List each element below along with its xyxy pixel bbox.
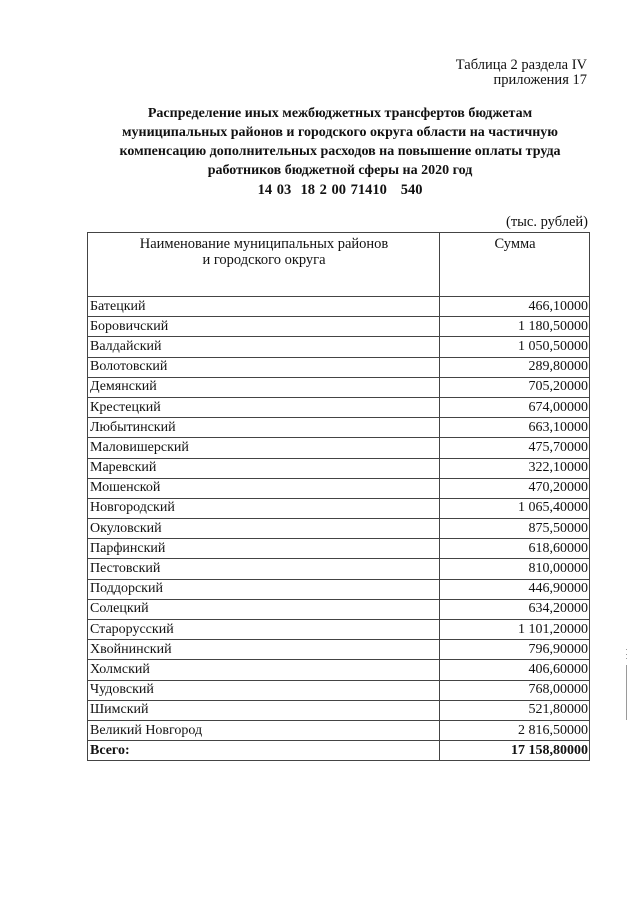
table-row [88, 357, 590, 377]
municipality-name: Демянский [88, 377, 440, 397]
table-row [88, 579, 590, 599]
sum-value: 1 180,50000 [440, 317, 590, 337]
table-row [88, 317, 590, 337]
title-line-1: Распределение иных межбюджетных трансфертов бюджетам [147, 106, 533, 121]
table-row [88, 660, 590, 680]
sum-value: 1 065,40000 [440, 498, 590, 518]
sum-value: 768,00000 [440, 680, 590, 700]
document-title [90, 104, 590, 180]
municipality-name: Чудовский [88, 680, 440, 700]
municipality-name: Холмский [88, 660, 440, 680]
title-line-2: муниципальных районов и городского округа области на частичную [122, 125, 558, 140]
table-row [88, 680, 590, 700]
table-row [88, 559, 590, 579]
total-label: Всего: [88, 741, 440, 761]
header-sum: Сумма [440, 233, 590, 297]
caption-line-2: приложения 17 [493, 72, 587, 88]
sum-value: 796,90000 [440, 640, 590, 660]
sum-value: 663,10000 [440, 418, 590, 438]
transfers-table [87, 232, 590, 761]
sum-value: 466,10000 [440, 297, 590, 317]
table-header-row [88, 233, 590, 297]
table-caption [456, 58, 587, 88]
municipality-name: Боровичский [88, 317, 440, 337]
municipality-name: Парфинский [88, 539, 440, 559]
title-line-4: работников бюджетной сферы на 2020 год [207, 163, 473, 178]
table-row [88, 640, 590, 660]
municipality-name: Окуловский [88, 519, 440, 539]
sum-value: 470,20000 [440, 478, 590, 498]
sum-value: 875,50000 [440, 519, 590, 539]
caption-line-1: Таблица 2 раздела IV [455, 57, 587, 73]
scan-artifact [626, 649, 627, 650]
sum-value: 2 816,50000 [440, 720, 590, 740]
total-row [88, 741, 590, 761]
table-row [88, 539, 590, 559]
sum-value: 674,00000 [440, 397, 590, 417]
scan-artifact [626, 658, 627, 659]
municipality-name: Поддорский [88, 579, 440, 599]
municipality-name: Батецкий [88, 297, 440, 317]
municipality-name: Старорусский [88, 620, 440, 640]
municipality-name: Шимский [88, 700, 440, 720]
table-row [88, 458, 590, 478]
table-row [88, 498, 590, 518]
sum-value: 1 050,50000 [440, 337, 590, 357]
municipality-name: Солецкий [88, 599, 440, 619]
table-row [88, 418, 590, 438]
table-row [88, 599, 590, 619]
municipality-name: Крестецкий [88, 397, 440, 417]
header-municipality: Наименование муниципальных районов и городского округа [88, 233, 440, 297]
total-value: 17 158,80000 [440, 741, 590, 761]
municipality-name: Любытинский [88, 418, 440, 438]
sum-value: 322,10000 [440, 458, 590, 478]
sum-value: 406,60000 [440, 660, 590, 680]
table-row [88, 377, 590, 397]
municipality-name: Пестовский [88, 559, 440, 579]
scan-artifact [626, 654, 627, 655]
table-row [88, 720, 590, 740]
sum-value: 475,70000 [440, 438, 590, 458]
sum-value: 705,20000 [440, 377, 590, 397]
title-line-3: компенсацию дополнительных расходов на повышение оплаты труда [119, 144, 561, 159]
units-label: (тыс. рублей) [506, 214, 588, 230]
sum-value: 446,90000 [440, 579, 590, 599]
municipality-name: Хвойнинский [88, 640, 440, 660]
municipality-name: Новгородский [88, 498, 440, 518]
sum-value: 1 101,20000 [440, 620, 590, 640]
municipality-name: Валдайский [88, 337, 440, 357]
table-row [88, 478, 590, 498]
municipality-name: Волотовский [88, 357, 440, 377]
scan-artifact-line [626, 665, 627, 720]
table-row [88, 700, 590, 720]
sum-value: 618,60000 [440, 539, 590, 559]
municipality-name: Маревский [88, 458, 440, 478]
sum-value: 521,80000 [440, 700, 590, 720]
table-row [88, 337, 590, 357]
municipality-name: Мошенской [88, 478, 440, 498]
table-row [88, 519, 590, 539]
budget-classification-code: 14 03 18 2 00 71410 540 [257, 182, 423, 198]
table-row [88, 438, 590, 458]
table-row [88, 297, 590, 317]
municipality-name: Маловишерский [88, 438, 440, 458]
municipality-name: Великий Новгород [88, 720, 440, 740]
sum-value: 289,80000 [440, 357, 590, 377]
sum-value: 810,00000 [440, 559, 590, 579]
table-row [88, 620, 590, 640]
table-row [88, 397, 590, 417]
sum-value: 634,20000 [440, 599, 590, 619]
